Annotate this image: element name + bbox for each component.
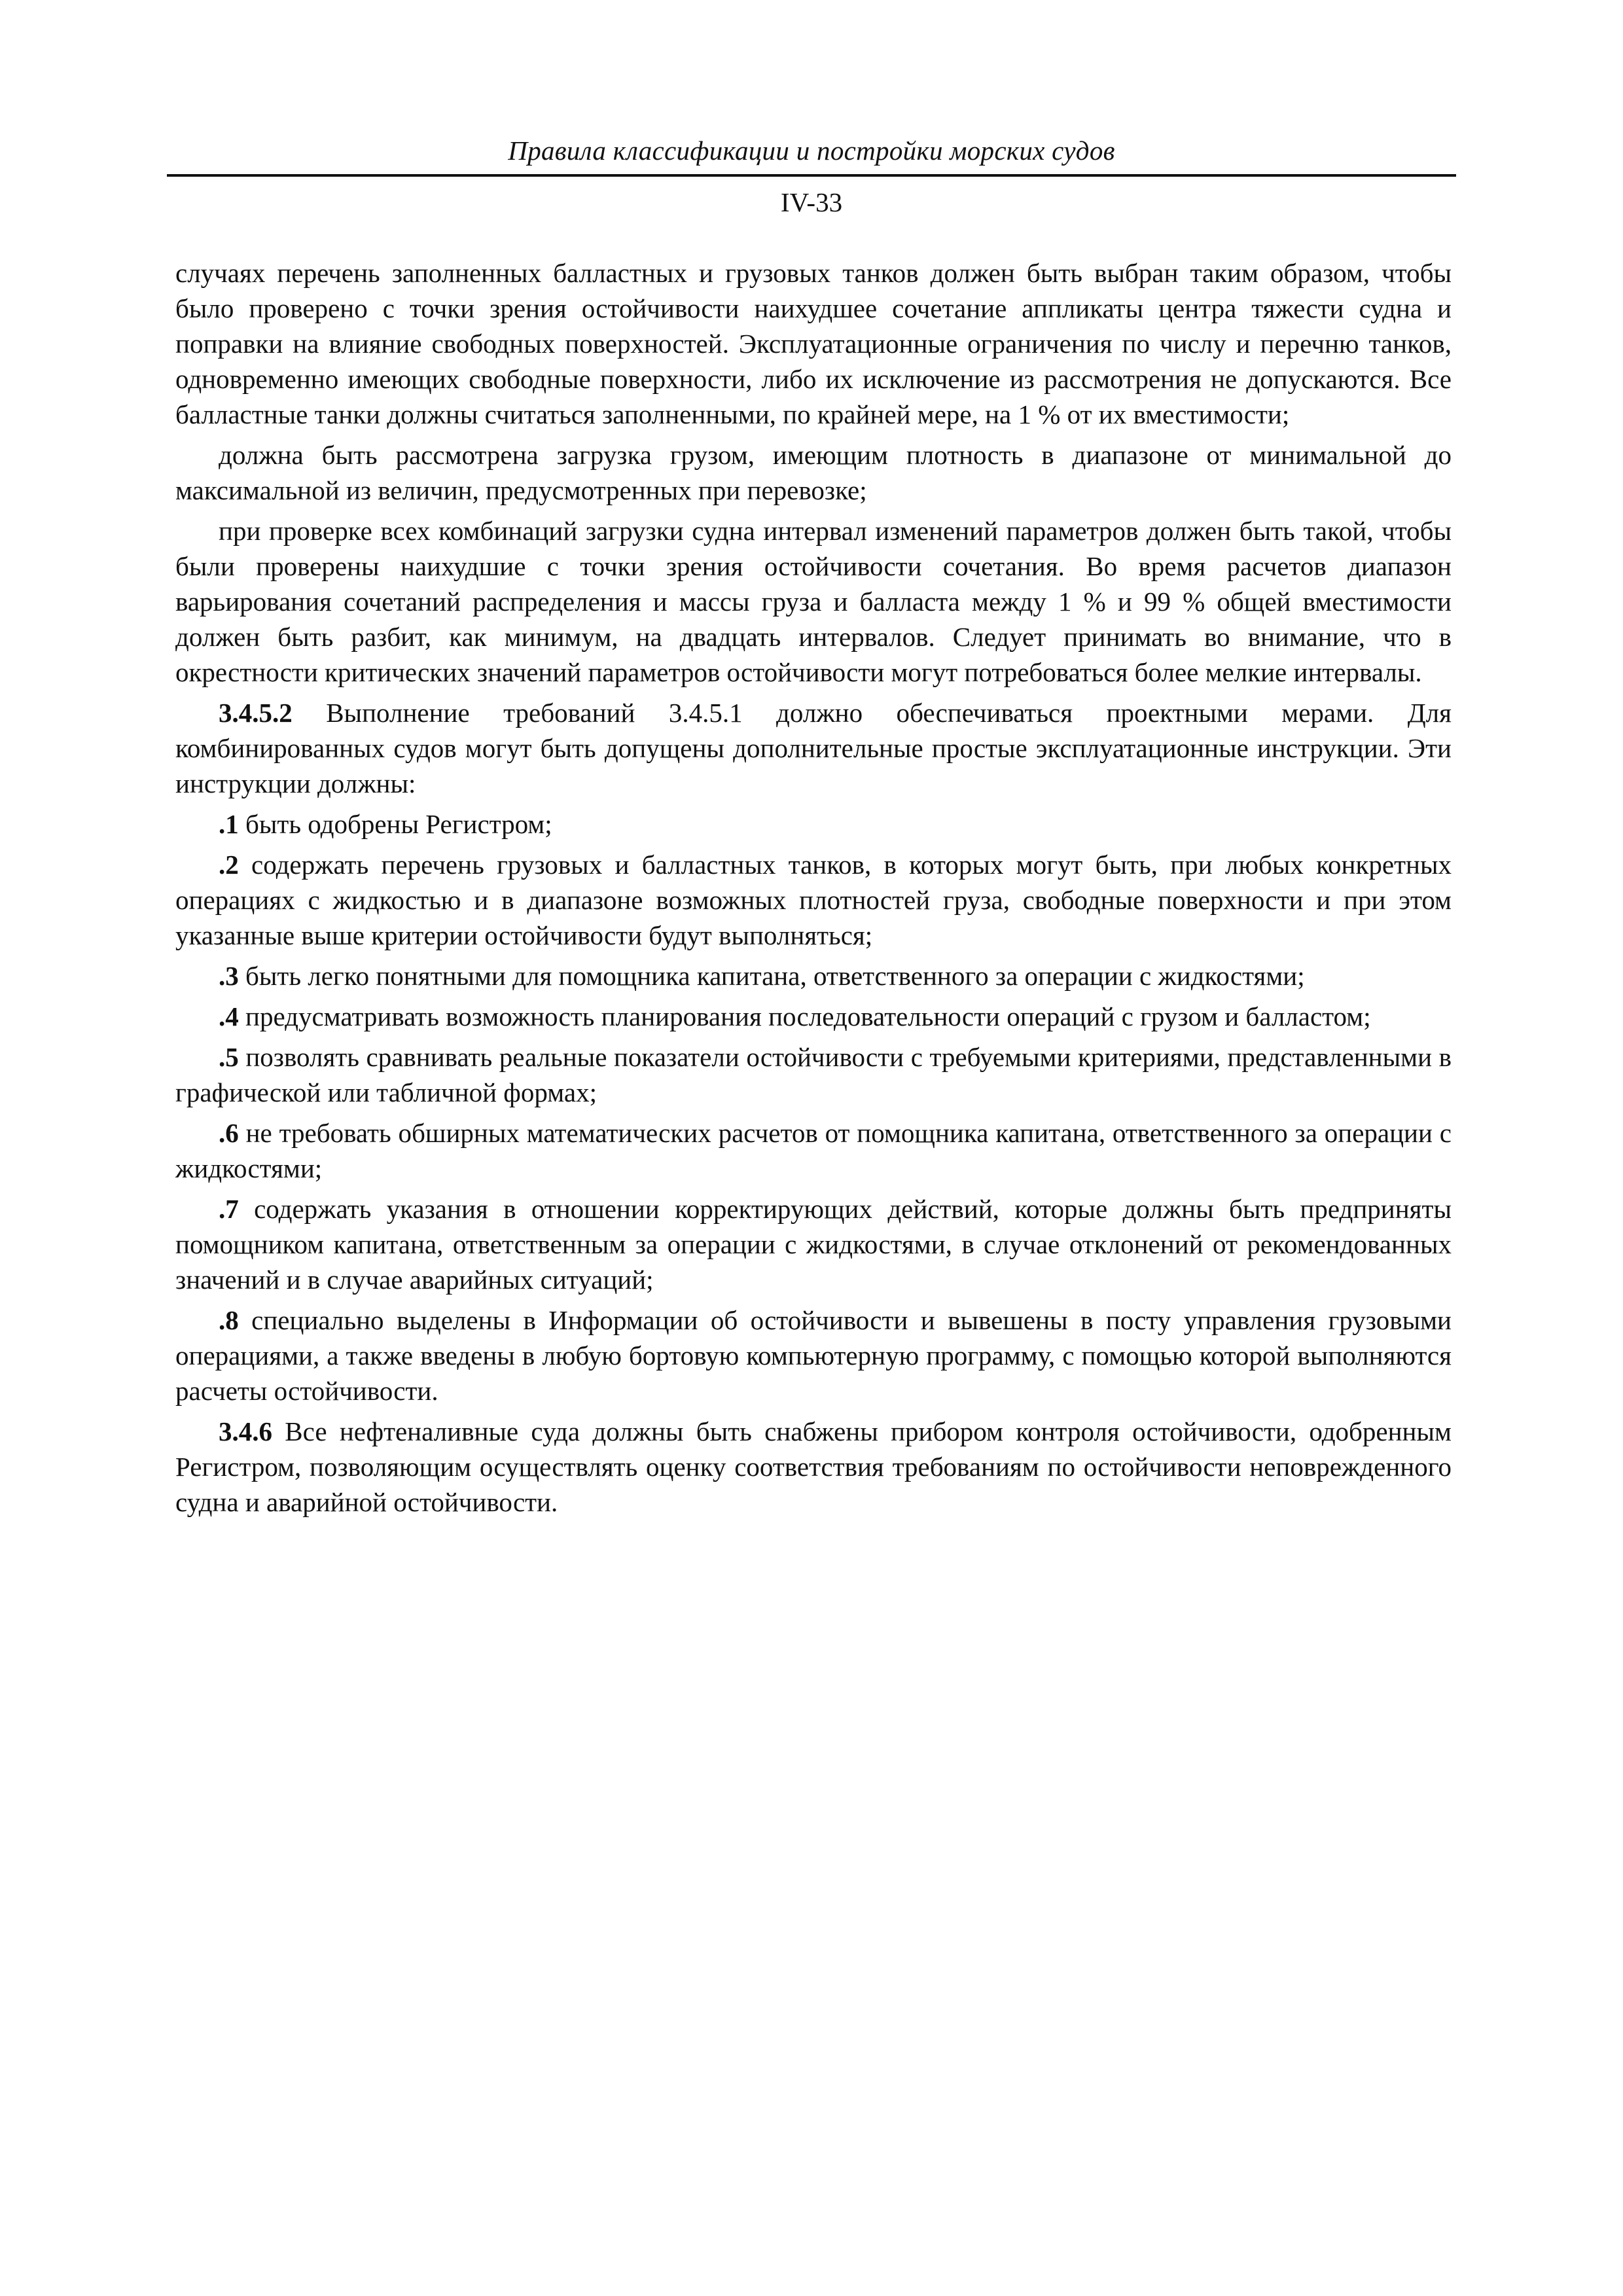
paragraph <box>175 437 1452 508</box>
paragraph-text: при проверке всех комбинаций загрузки судна интервал изменений параметров должен быть такой, чтобы были проверены наихудшие с точки зрения остойчивости сочетания. Во время расчетов диапазон варьирования сочетаний распределения и массы груза и балласта между 1 % и 99 % общей вместимости должен быть разбит, как минимум, на двадцать интервалов. Следует принимать во внимание, что в окрестности критических значений параметров остойчивости могут потребоваться более мелкие интервалы. <box>175 516 1452 687</box>
item-text: предусматривать возможность планирования последовательности операций с грузом и балластом; <box>238 1001 1371 1031</box>
paragraph <box>175 1414 1452 1520</box>
list-item <box>175 958 1452 994</box>
item-text: позволять сравнивать реальные показатели остойчивости с требуемыми критериями, представленными в графической или табличной формах; <box>175 1042 1452 1107</box>
clause-number: 3.4.6 <box>219 1416 272 1446</box>
page-number: IV-33 <box>780 187 843 217</box>
paragraph <box>175 255 1452 432</box>
paragraph <box>175 513 1452 690</box>
item-text: быть одобрены Регистром; <box>238 809 552 839</box>
item-number: .6 <box>219 1118 239 1148</box>
item-text: содержать указания в отношении корректирующих действий, которые должны быть предприняты помощником капитана, ответственным за операции с жидкостями, в случае отклонений от рекомендованных значений и в случае аварийных ситуаций; <box>175 1194 1452 1295</box>
item-text: содержать перечень грузовых и балластных танков, в которых могут быть, при любых конкретных операциях с жидкостью и в диапазоне возможных плотностей груза, свободные поверхности и при этом указанные выше критерии остойчивости будут выполняться; <box>175 850 1452 950</box>
clause-number: 3.4.5.2 <box>219 698 293 728</box>
paragraph-text: Все нефтеналивные суда должны быть снабжены прибором контроля остойчивости, одобренным Регистром, позволяющим осуществлять оценку соответствия требованиям по остойчивости неповрежденного судна и аварийной остойчивости. <box>175 1416 1452 1517</box>
paragraph-text: должна быть рассмотрена загрузка грузом, имеющим плотность в диапазоне от минимальной до максимальной из величин, предусмотренных при перевозке; <box>175 440 1452 505</box>
list-item <box>175 1302 1452 1408</box>
item-text: специально выделены в Информации об остойчивости и вывешены в посту управления грузовыми операциями, а также введены в любую бортовую компьютерную программу, с помощью которой выполняются расчеты остойчивости. <box>175 1305 1452 1406</box>
body-text <box>175 255 1452 1525</box>
item-text: не требовать обширных математических расчетов от помощника капитана, ответственного за операции с жидкостями; <box>175 1118 1452 1183</box>
item-number: .2 <box>219 850 239 880</box>
list-item <box>175 1191 1452 1297</box>
paragraph-text: случаях перечень заполненных балластных и грузовых танков должен быть выбран таким образом, чтобы было проверено с точки зрения остойчивости наихудшее сочетание аппликаты центра тяжести судна и поправки на влияние свободных поверхностей. Эксплуатационные ограничения по числу и перечню танков, одновременно имеющих свободные поверхности, либо их исключение из рассмотрения не допускаются. Все балластные танки должны считаться заполненными, по крайней мере, на 1 % от их вместимости; <box>175 258 1452 429</box>
item-number: .4 <box>219 1001 239 1031</box>
paragraph <box>175 695 1452 801</box>
item-number: .1 <box>219 809 239 839</box>
list-item <box>175 806 1452 842</box>
list-item <box>175 847 1452 953</box>
item-number: .3 <box>219 961 239 991</box>
list-item <box>175 1039 1452 1110</box>
running-header: Правила классификации и постройки морских судов <box>508 135 1115 166</box>
item-text: быть легко понятными для помощника капитана, ответственного за операции с жидкостями; <box>238 961 1305 991</box>
item-number: .5 <box>219 1042 239 1072</box>
list-item <box>175 1115 1452 1186</box>
header-rule <box>167 174 1456 177</box>
item-number: .8 <box>219 1305 239 1335</box>
paragraph-text: Выполнение требований 3.4.5.1 должно обеспечиваться проектными мерами. Для комбинированных судов могут быть допущены дополнительные простые эксплуатационные инструкции. Эти инструкции должны: <box>175 698 1452 798</box>
list-item <box>175 999 1452 1034</box>
item-number: .7 <box>219 1194 239 1224</box>
